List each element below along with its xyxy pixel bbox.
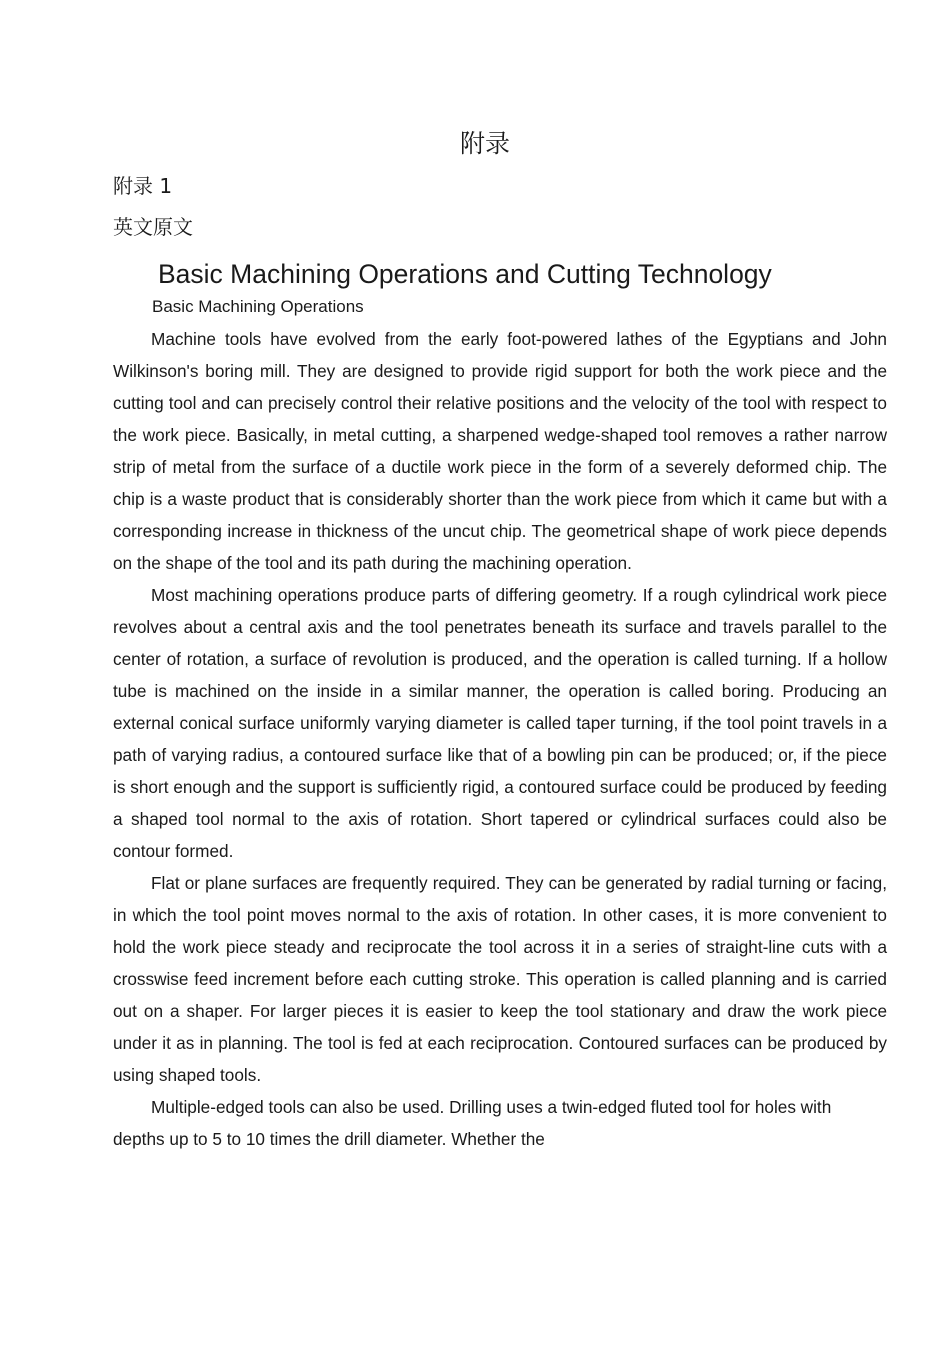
subheading: Basic Machining Operations	[152, 297, 364, 316]
paragraph: Machine tools have evolved from the early foot-powered lathes of the Egyptians and John Wilkinson's boring mill. They are designed to provide rigid support for both the work piece and the cutting tool and can precisely control their relative positions and the velocity of the tool with respect to the work piece. Basically, in metal cutting, a sharpened wedge-shaped tool removes a rather narrow strip of metal from the surface of a ductile work piece in the form of a severely deformed chip. The chip is a waste product that is considerably shorter than the work piece from which it came but with a corresponding increase in thickness of the uncut chip. The geometrical shape of work piece depends on the shape of the tool and its path during the machining operation.	[113, 329, 887, 573]
paragraph: Multiple-edged tools can also be used. Drilling uses a twin-edged fluted tool for holes with depths up to 5 to 10 times the drill diameter. Whether the	[113, 1097, 832, 1149]
appendix-label: 附录 1	[113, 174, 173, 198]
appendix-title: 附录	[459, 129, 510, 158]
body-text	[113, 323, 887, 1155]
paragraph: Most machining operations produce parts of differing geometry. If a rough cylindrical work piece revolves about a central axis and the tool penetrates beneath its surface and travels parallel to the center of rotation, a surface of revolution is produced, and the operation is called turning. If a hollow tube is machined on the inside in a similar manner, the operation is called boring. Producing an external conical surface uniformly varying diameter is called taper turning, if the tool point travels in a path of varying radius, a contoured surface like that of a bowling pin can be produced; or, if the piece is short enough and the support is sufficiently rigid, a contoured surface could be produced by feeding a shaped tool normal to the axis of rotation. Short tapered or cylindrical surfaces could also be contour formed.	[113, 585, 887, 861]
document-title: Basic Machining Operations and Cutting Technology	[158, 259, 772, 289]
paragraph: Flat or plane surfaces are frequently required. They can be generated by radial turning or facing, in which the tool point moves normal to the axis of rotation. In other cases, it is more convenient to hold the work piece steady and reciprocate the tool across it in a series of straight-line cuts with a crosswise feed increment before each cutting stroke. This operation is called planning and is carried out on a shaper. For larger pieces it is easier to keep the tool stationary and draw the work piece under it as in planning. The tool is fed at each reciprocation. Contoured surfaces can be produced by using shaped tools.	[113, 873, 887, 1085]
section-label: 英文原文	[113, 215, 193, 239]
